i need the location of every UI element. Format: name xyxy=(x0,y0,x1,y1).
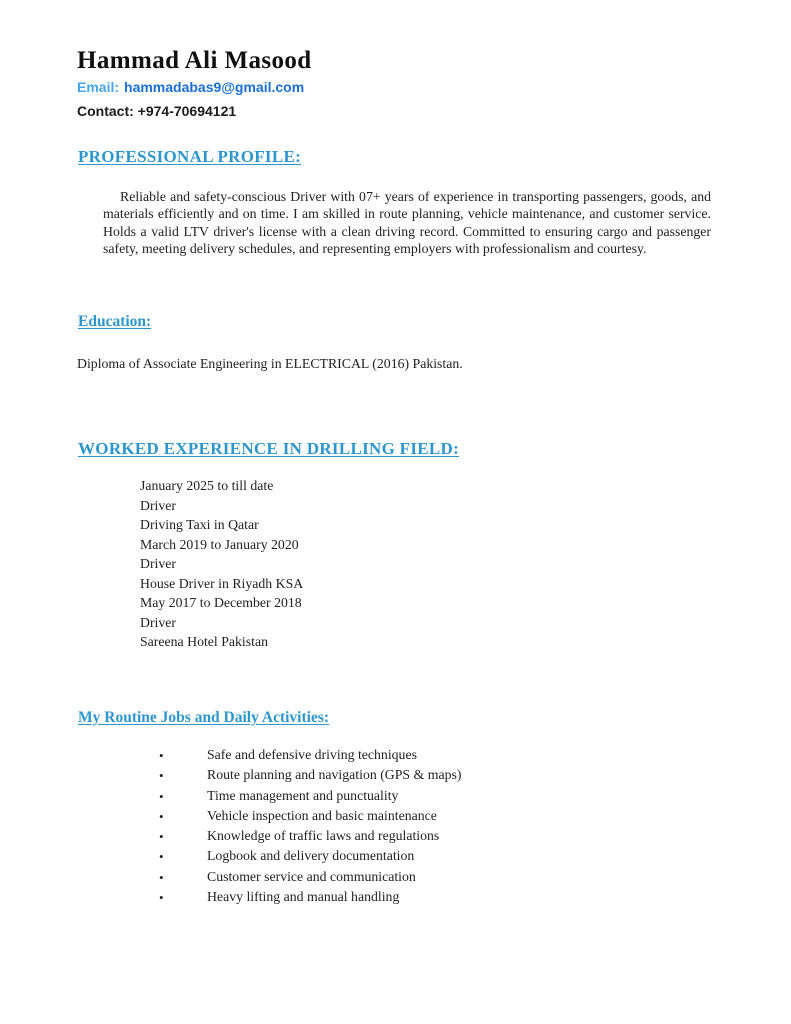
experience-line: May 2017 to December 2018 xyxy=(140,595,302,610)
experience-line: Driver xyxy=(140,556,177,571)
routine-list xyxy=(159,747,461,909)
list-item xyxy=(159,848,461,868)
list-item xyxy=(159,828,461,848)
experience-line: Driving Taxi in Qatar xyxy=(140,517,259,532)
experience-line: Sareena Hotel Pakistan xyxy=(140,634,268,649)
list-item xyxy=(159,747,461,767)
bullet-icon: • xyxy=(159,849,164,865)
experience-section-heading: WORKED EXPERIENCE IN DRILLING FIELD: xyxy=(78,439,460,458)
routine-section-heading: My Routine Jobs and Daily Activities: xyxy=(78,709,330,726)
email-address-link[interactable]: hammadabas9@gmail.com xyxy=(124,79,305,95)
routine-item-label: Customer service and communication xyxy=(207,868,416,884)
routine-item-label: Route planning and navigation (GPS & maps) xyxy=(207,767,462,783)
list-item xyxy=(159,788,461,808)
routine-item-label: Knowledge of traffic laws and regulations xyxy=(207,828,440,844)
experience-line: January 2025 to till date xyxy=(140,478,274,493)
routine-item-label: Vehicle inspection and basic maintenance xyxy=(207,807,437,823)
list-item xyxy=(159,869,461,889)
bullet-icon: • xyxy=(159,748,164,763)
email-label: Email: xyxy=(77,79,120,95)
list-item xyxy=(159,889,461,909)
experience-line: House Driver in Riyadh KSA xyxy=(140,575,304,591)
profile-section-heading: PROFESSIONAL PROFILE: xyxy=(78,147,302,166)
routine-item-label: Time management and punctuality xyxy=(207,787,399,803)
bullet-icon: • xyxy=(159,869,164,885)
education-detail: Diploma of Associate Engineering in ELECTRICAL (2016) Pakistan. xyxy=(77,356,463,371)
experience-line: Driver xyxy=(140,497,177,513)
bullet-icon: • xyxy=(159,808,164,824)
bullet-icon: • xyxy=(159,788,164,804)
contact-line: Contact: +974-70694121 xyxy=(77,103,237,119)
education-section-heading: Education: xyxy=(78,313,152,330)
experience-line: Driver xyxy=(140,614,177,630)
list-item xyxy=(159,767,461,787)
experience-list xyxy=(140,476,303,652)
bullet-icon: • xyxy=(159,768,164,784)
bullet-icon: • xyxy=(159,829,164,845)
routine-item-label: Heavy lifting and manual handling xyxy=(207,889,400,905)
bullet-icon: • xyxy=(159,890,164,906)
email-line xyxy=(77,79,304,95)
list-item xyxy=(159,808,461,828)
person-name: Hammad Ali Masood xyxy=(77,47,312,74)
experience-line: March 2019 to January 2020 xyxy=(140,536,299,552)
routine-item-label: Logbook and delivery documentation xyxy=(207,848,415,864)
routine-item-label: Safe and defensive driving techniques xyxy=(207,747,417,762)
profile-paragraph: Reliable and safety-conscious Driver with 07+ years of experience in transporting passengers, goods, and materials efficiently and on time. I am skilled in route planning, vehicle maintenance, and customer service. Holds a valid LTV driver's license with a clean driving record. Committed to ensuring cargo and passenger safety, meeting delivery schedules, and representing employers with professionalism and courtesy. xyxy=(103,189,711,256)
